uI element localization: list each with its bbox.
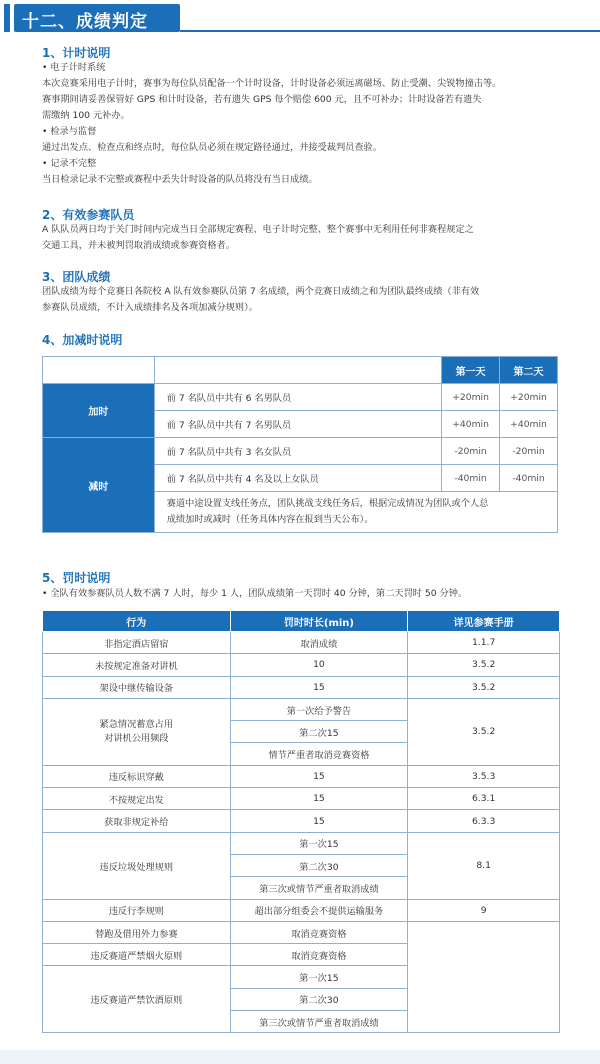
manual-cell: 6.3.1 <box>408 788 560 810</box>
penalty-cell: 第三次或情节严重者取消成绩 <box>230 877 408 899</box>
action-cell: 违反赛道严禁烟火原则 <box>43 944 231 966</box>
add-time-label: 加时 <box>43 384 155 438</box>
penalty-cell: 情节严重者取消竞赛资格 <box>230 743 408 765</box>
table-cell <box>43 357 155 384</box>
section-title-time-adjust: 4、加减时说明 <box>42 333 123 347</box>
section-title-penalty: 5、罚时说明 <box>42 571 111 585</box>
row-day1: +40min <box>442 411 500 438</box>
row-day2: +40min <box>500 411 558 438</box>
table-row <box>43 921 560 943</box>
action-cell: 违反赛道严禁饮酒原则 <box>43 966 231 1033</box>
day2-header: 第二天 <box>500 357 558 384</box>
action-cell: 不按规定出发 <box>43 788 231 810</box>
row-day2: -20min <box>500 438 558 465</box>
table-row <box>43 810 560 832</box>
header-accent <box>4 4 10 32</box>
action-cell: 违反垃圾处理规则 <box>43 832 231 899</box>
action-cell: 违反标识穿戴 <box>43 765 231 787</box>
side-task-note-line2: 成绩加时或减时（任务具体内容在报到当天公布）。 <box>166 514 374 525</box>
manual-cell: 3.5.2 <box>408 654 560 676</box>
manual-cell: 1.1.7 <box>408 632 560 654</box>
row-desc: 前 7 名队员中共有 3 名女队员 <box>154 438 441 465</box>
table-row <box>43 788 560 810</box>
manual-cell: 3.5.2 <box>408 698 560 765</box>
manual-cell <box>408 921 560 1032</box>
manual-cell: 6.3.3 <box>408 810 560 832</box>
table-row <box>43 765 560 787</box>
penalty-cell: 第一次15 <box>230 966 408 988</box>
time-adjust-table <box>42 356 558 533</box>
row-desc: 前 7 名队员中共有 7 名男队员 <box>154 411 441 438</box>
page-footer-band <box>0 1050 600 1064</box>
penalty-cell: 超出部分组委会不提供运输服务 <box>230 899 408 921</box>
manual-cell: 3.5.2 <box>408 676 560 698</box>
penalty-cell: 第一次给予警告 <box>230 698 408 720</box>
timing-text-5: 当日检录记录不完整或赛程中丢失计时设备的队员将没有当日成绩。 <box>42 174 318 185</box>
timing-text-3: 需缴纳 100 元补办。 <box>42 110 130 121</box>
side-task-note <box>154 492 557 533</box>
penalty-cell: 15 <box>230 765 408 787</box>
penalty-cell: 取消成绩 <box>230 632 408 654</box>
penalty-cell: 15 <box>230 810 408 832</box>
timing-text-4: 通过出发点、检查点和终点时，每位队员必须在规定路径通过，并接受裁判员查验。 <box>42 142 382 153</box>
header-divider <box>180 30 600 32</box>
action-cell: 非指定酒店留宿 <box>43 632 231 654</box>
row-day2: -40min <box>500 465 558 492</box>
table-row <box>43 384 558 411</box>
penalty-cell: 第二次15 <box>230 721 408 743</box>
penalty-table <box>42 610 560 1033</box>
row-desc: 前 7 名队员中共有 6 名男队员 <box>154 384 441 411</box>
table-row <box>43 676 560 698</box>
timing-text-2: 赛事期间请妥善保管好 GPS 和计时设备，若有遗失 GPS 每个赔偿 600 元，且不可补办；计时设备若有遗失 <box>42 94 482 105</box>
team-score-text-2: 参赛队员成绩，不计入成绩排名及各项加减分规则）。 <box>42 302 258 313</box>
valid-members-text-1: A 队队员两日均于关门时间内完成当日全部规定赛程、电子计时完整、整个赛事中无利用任何非赛程规定之 <box>42 224 474 235</box>
table-row <box>43 654 560 676</box>
timing-bullet-incomplete: • 记录不完整 <box>42 158 97 169</box>
action-line1: 紧急情况蓄意占用 <box>99 718 174 730</box>
action-cell: 未按规定准备对讲机 <box>43 654 231 676</box>
table-cell <box>154 357 441 384</box>
page-title: 十二、成绩判定 <box>22 12 148 32</box>
section-header <box>0 0 600 34</box>
penalty-cell: 第一次15 <box>230 832 408 854</box>
section-title-timing: 1、计时说明 <box>42 46 111 60</box>
penalty-cell: 15 <box>230 788 408 810</box>
penalty-cell: 第二次30 <box>230 854 408 876</box>
penalty-cell: 第三次或情节严重者取消成绩 <box>230 1011 408 1033</box>
table-header-row <box>43 357 558 384</box>
header-manual: 详见参赛手册 <box>408 611 560 632</box>
penalty-cell: 取消竞赛资格 <box>230 921 408 943</box>
penalty-cell: 取消竞赛资格 <box>230 944 408 966</box>
row-day1: -40min <box>442 465 500 492</box>
team-score-text-1: 团队成绩为每个竞赛日各院校 A 队有效参赛队员第 7 名成绩，两个竞赛日成绩之和为团队最终成绩（非有效 <box>42 286 480 297</box>
side-task-note-line1: 赛道中途设置支线任务点，团队挑战支线任务后，根据完成情况为团队或个人总 <box>166 498 489 509</box>
section-title-team-score: 3、团队成绩 <box>42 270 111 284</box>
penalty-cell: 第二次30 <box>230 988 408 1010</box>
penalty-intro: • 全队有效参赛队员人数不满 7 人时，每少 1 人，团队成绩第一天罚时 40 分钟，第二天罚时 50 分钟。 <box>42 588 468 599</box>
action-cell: 违反行李规则 <box>43 899 231 921</box>
table-row <box>43 899 560 921</box>
action-cell <box>43 698 231 765</box>
action-cell: 获取非规定补给 <box>43 810 231 832</box>
manual-cell: 9 <box>408 899 560 921</box>
table-row <box>43 698 560 720</box>
action-line2: 对讲机公用频段 <box>104 732 169 744</box>
row-day1: +20min <box>442 384 500 411</box>
action-cell: 架设中继传输设备 <box>43 676 231 698</box>
timing-text-1: 本次竞赛采用电子计时，赛事为每位队员配备一个计时设备，计时设备必须远离磁场、防止受潮、尖锐物撞击等。 <box>42 78 502 89</box>
timing-bullet-electronic: • 电子计时系统 <box>42 62 106 73</box>
row-desc: 前 7 名队员中共有 4 名及以上女队员 <box>154 465 441 492</box>
penalty-cell: 15 <box>230 676 408 698</box>
action-cell: 替跑及借用外力参赛 <box>43 921 231 943</box>
timing-bullet-checkin: • 检录与监督 <box>42 126 97 137</box>
header-penalty: 罚时时长(min) <box>230 611 408 632</box>
row-day1: -20min <box>442 438 500 465</box>
day1-header: 第一天 <box>442 357 500 384</box>
table-row <box>43 832 560 854</box>
header-action: 行为 <box>43 611 231 632</box>
section-title-valid-members: 2、有效参赛队员 <box>42 208 135 222</box>
manual-cell: 3.5.3 <box>408 765 560 787</box>
table-row <box>43 632 560 654</box>
sub-time-label: 减时 <box>43 438 155 533</box>
valid-members-text-2: 交通工具，并未被判罚取消成绩或参赛资格者。 <box>42 240 235 251</box>
table-header-row <box>43 611 560 632</box>
table-row <box>43 438 558 465</box>
penalty-cell: 10 <box>230 654 408 676</box>
row-day2: +20min <box>500 384 558 411</box>
manual-cell: 8.1 <box>408 832 560 899</box>
